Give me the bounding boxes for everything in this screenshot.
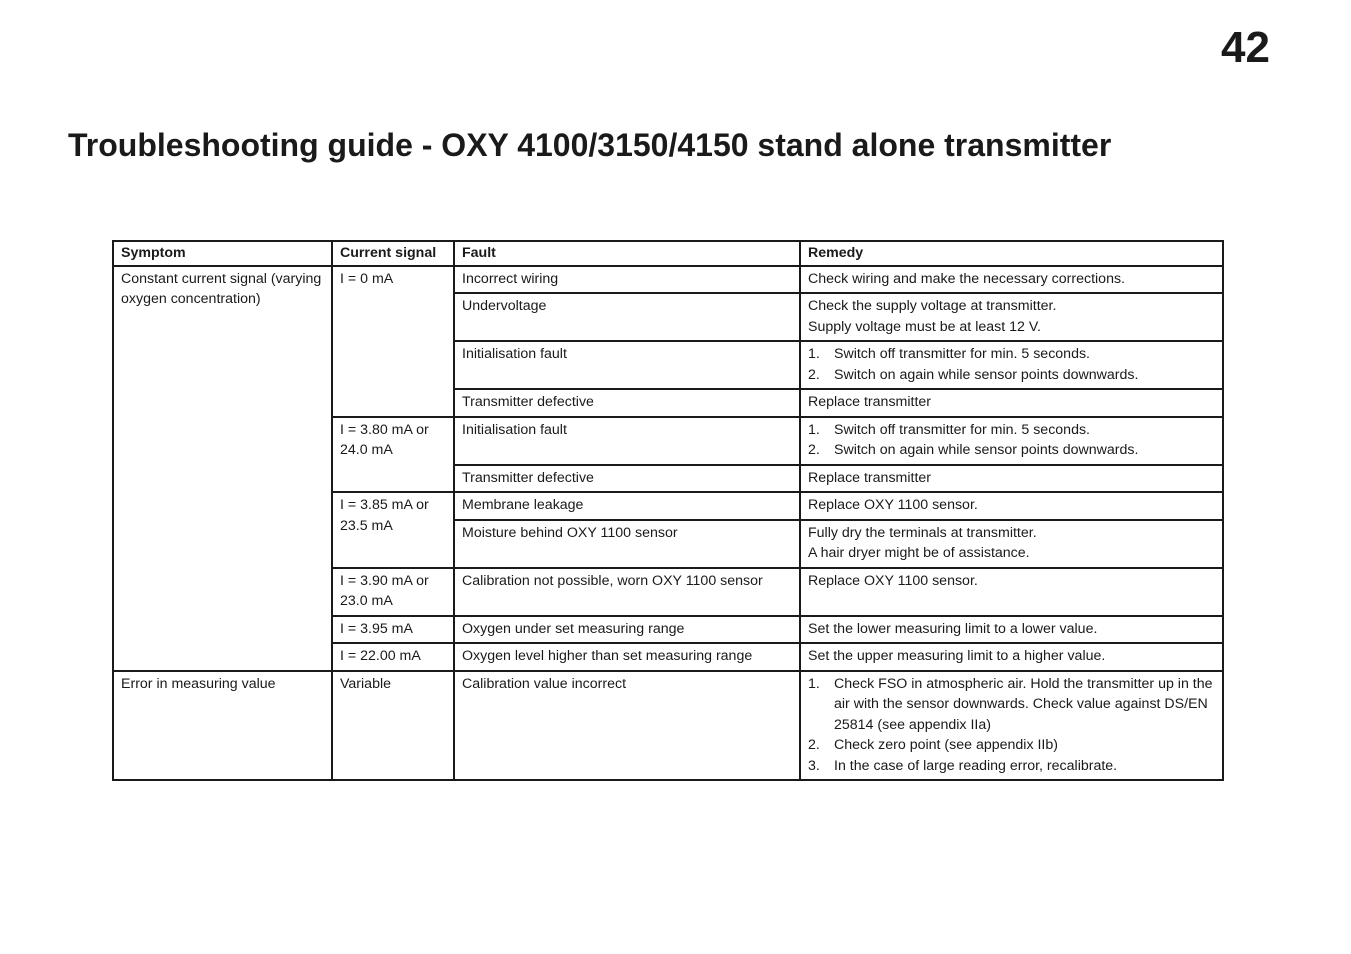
remedy-step [808,440,1216,461]
remedy-cell [800,492,1223,520]
remedy-line: Supply voltage must be at least 12 V. [808,318,1041,335]
header-remedy: Remedy [800,241,1223,266]
current-signal-cell: Variable [332,671,454,781]
symptom-cell: Constant current signal (varying oxygen concentration) [113,266,332,671]
header-fault: Fault [454,241,800,266]
header-current-signal: Current signal [332,241,454,266]
fault-cell: Undervoltage [454,293,800,341]
step-number: 1. [808,346,820,362]
table-row [113,266,1223,294]
current-signal-cell: I = 3.85 mA or 23.5 mA [332,492,454,568]
fault-cell: Initialisation fault [454,417,800,465]
fault-cell: Calibration not possible, worn OXY 1100 sensor [454,568,800,616]
remedy-cell [800,568,1223,616]
page-number: 42 [1221,23,1270,72]
remedy-line: Fully dry the terminals at transmitter. [808,524,1037,541]
step-text: Check FSO in atmospheric air. Hold the transmitter up in the air with the sensor downwards. Check value against DS/EN 25814 (see appendix IIa) [834,675,1213,733]
fault-cell: Oxygen under set measuring range [454,616,800,644]
header-symptom: Symptom [113,241,332,266]
remedy-step [808,344,1216,365]
fault-cell: Membrane leakage [454,492,800,520]
step-number: 3. [808,757,820,774]
remedy-step [808,735,1216,756]
step-number: 2. [808,737,820,753]
current-signal-cell: I = 0 mA [332,266,454,417]
remedy-cell [800,417,1223,465]
remedy-cell [800,616,1223,644]
remedy-line: Replace transmitter [808,469,932,486]
table-row [113,671,1223,781]
fault-cell: Transmitter defective [454,389,800,417]
troubleshooting-table [112,240,1224,781]
step-number: 2. [808,442,820,458]
remedy-step [808,365,1216,386]
step-number: 1. [808,421,820,438]
remedy-step [808,756,1216,777]
remedy-steps [808,674,1216,777]
remedy-line: Check wiring and make the necessary corrections. [808,270,1125,287]
remedy-line: Set the upper measuring limit to a higher value. [808,648,1106,664]
step-number: 2. [808,366,820,383]
fault-cell: Moisture behind OXY 1100 sensor [454,520,800,568]
remedy-cell [800,671,1223,781]
remedy-step [808,674,1216,736]
step-text: Check zero point (see appendix IIb) [834,737,1058,753]
remedy-steps [808,420,1216,461]
symptom-cell: Error in measuring value [113,671,332,781]
remedy-line: Check the supply voltage at transmitter. [808,298,1057,314]
remedy-cell [800,341,1223,389]
step-text: Switch on again while sensor points downwards. [834,442,1139,458]
remedy-line: Set the lower measuring limit to a lower value. [808,620,1098,637]
remedy-line: Replace transmitter [808,394,932,410]
remedy-line: Replace OXY 1100 sensor. [808,572,978,589]
fault-cell: Incorrect wiring [454,266,800,294]
remedy-cell [800,465,1223,493]
current-signal-cell: I = 3.80 mA or 24.0 mA [332,417,454,493]
remedy-line: A hair dryer might be of assistance. [808,545,1030,561]
fault-cell: Calibration value incorrect [454,671,800,781]
step-text: In the case of large reading error, recalibrate. [834,757,1118,774]
table-header-row [113,241,1223,266]
step-text: Switch off transmitter for min. 5 seconds. [834,346,1090,362]
remedy-cell [800,643,1223,671]
remedy-step [808,420,1216,441]
remedy-steps [808,344,1216,385]
current-signal-cell: I = 22.00 mA [332,643,454,671]
page-title: Troubleshooting guide - OXY 4100/3150/4150 stand alone transmitter [68,127,1112,163]
step-text: Switch off transmitter for min. 5 seconds. [834,421,1090,438]
fault-cell: Transmitter defective [454,465,800,493]
step-number: 1. [808,675,820,692]
remedy-cell [800,293,1223,341]
remedy-cell [800,520,1223,568]
remedy-line: Replace OXY 1100 sensor. [808,497,978,513]
current-signal-cell: I = 3.95 mA [332,616,454,644]
remedy-cell [800,389,1223,417]
fault-cell: Oxygen level higher than set measuring range [454,643,800,671]
fault-cell: Initialisation fault [454,341,800,389]
current-signal-cell: I = 3.90 mA or 23.0 mA [332,568,454,616]
step-text: Switch on again while sensor points downwards. [834,366,1139,383]
remedy-cell [800,266,1223,294]
